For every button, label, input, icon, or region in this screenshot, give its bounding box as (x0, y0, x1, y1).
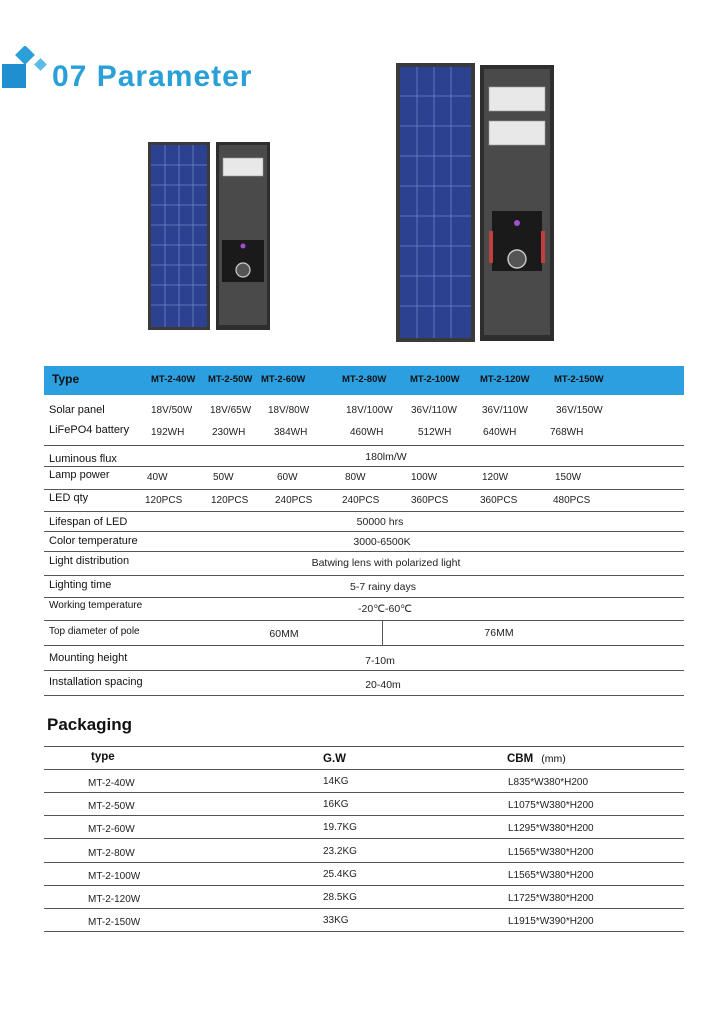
packaging-header-type: type (91, 751, 115, 763)
installation-spacing-label: Installation spacing (49, 676, 143, 688)
led-qty-value: 480PCS (553, 495, 591, 506)
color-temperature-value: 3000-6500K (353, 536, 411, 548)
row-divider (44, 489, 684, 490)
model-header: MT-2-50W (208, 374, 253, 385)
packaging-divider (44, 746, 684, 747)
luminous-flux-label: Luminous flux (49, 453, 117, 465)
model-header: MT-2-80W (342, 374, 387, 385)
model-header: MT-2-100W (410, 374, 460, 385)
lamp-power-value: 150W (555, 472, 582, 483)
packaging-row-gw: 28.5KG (323, 892, 357, 903)
packaging-header-gw: G.W (323, 753, 346, 765)
battery-value: 230WH (212, 427, 246, 438)
solar-panel-value: 36V/110W (482, 405, 528, 416)
packaging-row-cbm: L835*W380*H200 (508, 777, 589, 788)
working-temperature-value: -20℃-60℃ (358, 603, 412, 615)
model-header: MT-2-150W (554, 374, 604, 385)
packaging-row-gw: 25.4KG (323, 869, 357, 880)
packaging-row-gw: 14KG (323, 776, 349, 787)
mounting-height-value: 7-10m (365, 655, 395, 667)
battery-value: 384WH (274, 427, 308, 438)
lamp-power-value: 40W (147, 472, 168, 483)
battery-value: 768WH (550, 427, 584, 438)
lamp-body-large (480, 65, 554, 341)
battery-value: 512WH (418, 427, 452, 438)
solar-panel-small (148, 142, 210, 330)
color-temperature-label: Color temperature (49, 535, 138, 547)
solar-panel-value: 36V/110W (411, 405, 457, 416)
working-temperature-label: Working temperature (49, 600, 143, 611)
row-divider (44, 695, 684, 696)
packaging-divider (44, 815, 684, 816)
pole-diameter-value-small: 60MM (269, 628, 299, 640)
row-divider (44, 670, 684, 671)
battery-label: LiFePO4 battery (49, 424, 130, 436)
packaging-row-cbm: L1295*W380*H200 (508, 823, 594, 834)
row-divider (44, 445, 684, 446)
lamp-power-value: 80W (345, 472, 366, 483)
packaging-row-cbm: L1915*W390*H200 (508, 916, 594, 927)
type-label: Type (52, 372, 80, 386)
solar-panel-label: Solar panel (49, 404, 105, 416)
battery-value: 640WH (483, 427, 517, 438)
lighting-time-label: Lighting time (49, 579, 112, 591)
luminous-flux-value: 180lm/W (365, 451, 407, 463)
packaging-row-type: MT-2-50W (88, 801, 135, 812)
lighting-time-value: 5-7 rainy days (350, 581, 416, 593)
led-qty-label: LED qty (49, 492, 89, 504)
lifespan-value: 50000 hrs (356, 516, 404, 528)
packaging-row-type: MT-2-80W (88, 848, 135, 859)
row-divider (44, 551, 684, 552)
packaging-divider (44, 862, 684, 863)
led-qty-value: 240PCS (342, 495, 380, 506)
packaging-header-cbm: CBM (mm) (507, 753, 566, 765)
led-qty-value: 360PCS (411, 495, 449, 506)
packaging-row-type: MT-2-150W (88, 917, 141, 928)
led-qty-value: 240PCS (275, 495, 313, 506)
light-distribution-value: Batwing lens with polarized light (311, 557, 461, 569)
model-header: MT-2-60W (261, 374, 306, 385)
packaging-row-cbm: L1565*W380*H200 (508, 870, 594, 881)
led-qty-value: 120PCS (145, 495, 183, 506)
row-divider (44, 620, 684, 621)
packaging-divider (44, 908, 684, 909)
packaging-row-type: MT-2-60W (88, 824, 135, 835)
packaging-divider (44, 885, 684, 886)
packaging-row-cbm: L1725*W380*H200 (508, 893, 594, 904)
logo-squares-icon (2, 46, 48, 90)
packaging-row-gw: 19.7KG (323, 822, 357, 833)
row-divider (44, 466, 684, 467)
packaging-row-gw: 23.2KG (323, 846, 357, 857)
packaging-divider (44, 838, 684, 839)
lamp-power-value: 50W (213, 472, 234, 483)
lifespan-label: Lifespan of LED (49, 516, 128, 528)
lamp-power-value: 120W (482, 472, 509, 483)
packaging-row-gw: 16KG (323, 799, 349, 810)
packaging-row-gw: 33KG (323, 915, 349, 926)
solar-panel-value: 18V/50W (151, 405, 193, 416)
led-qty-value: 360PCS (480, 495, 518, 506)
lamp-power-value: 60W (277, 472, 298, 483)
row-divider (44, 645, 684, 646)
lamp-power-label: Lamp power (49, 469, 110, 481)
installation-spacing-value: 20-40m (365, 679, 401, 691)
model-header: MT-2-120W (480, 374, 530, 385)
solar-panel-value: 18V/65W (210, 405, 252, 416)
packaging-row-type: MT-2-40W (88, 778, 135, 789)
packaging-divider (44, 769, 684, 770)
packaging-divider (44, 792, 684, 793)
product-image-large (396, 63, 556, 342)
column-divider (382, 620, 383, 645)
packaging-row-type: MT-2-120W (88, 894, 141, 905)
solar-panel-value: 36V/150W (556, 405, 603, 416)
packaging-row-type: MT-2-100W (88, 871, 141, 882)
parameter-type-header (44, 366, 684, 395)
row-divider (44, 511, 684, 512)
battery-value: 460WH (350, 427, 384, 438)
model-header: MT-2-40W (151, 374, 196, 385)
row-divider (44, 531, 684, 532)
packaging-title: Packaging (47, 715, 133, 734)
page-title: 07 Parameter (52, 60, 253, 93)
packaging-row-cbm: L1075*W380*H200 (508, 800, 594, 811)
light-distribution-label: Light distribution (49, 555, 130, 567)
row-divider (44, 575, 684, 576)
solar-panel-value: 18V/100W (346, 405, 393, 416)
product-image-small (148, 142, 272, 330)
row-divider (44, 597, 684, 598)
solar-panel-value: 18V/80W (268, 405, 310, 416)
packaging-divider (44, 931, 684, 932)
mounting-height-label: Mounting height (49, 652, 128, 664)
pole-diameter-label: Top diameter of pole (49, 626, 140, 637)
lamp-power-value: 100W (411, 472, 438, 483)
lamp-body-small (216, 142, 270, 330)
battery-value: 192WH (151, 427, 185, 438)
pole-diameter-value-large: 76MM (484, 627, 514, 639)
led-qty-value: 120PCS (211, 495, 249, 506)
packaging-row-cbm: L1565*W380*H200 (508, 847, 594, 858)
solar-panel-large (396, 63, 475, 342)
